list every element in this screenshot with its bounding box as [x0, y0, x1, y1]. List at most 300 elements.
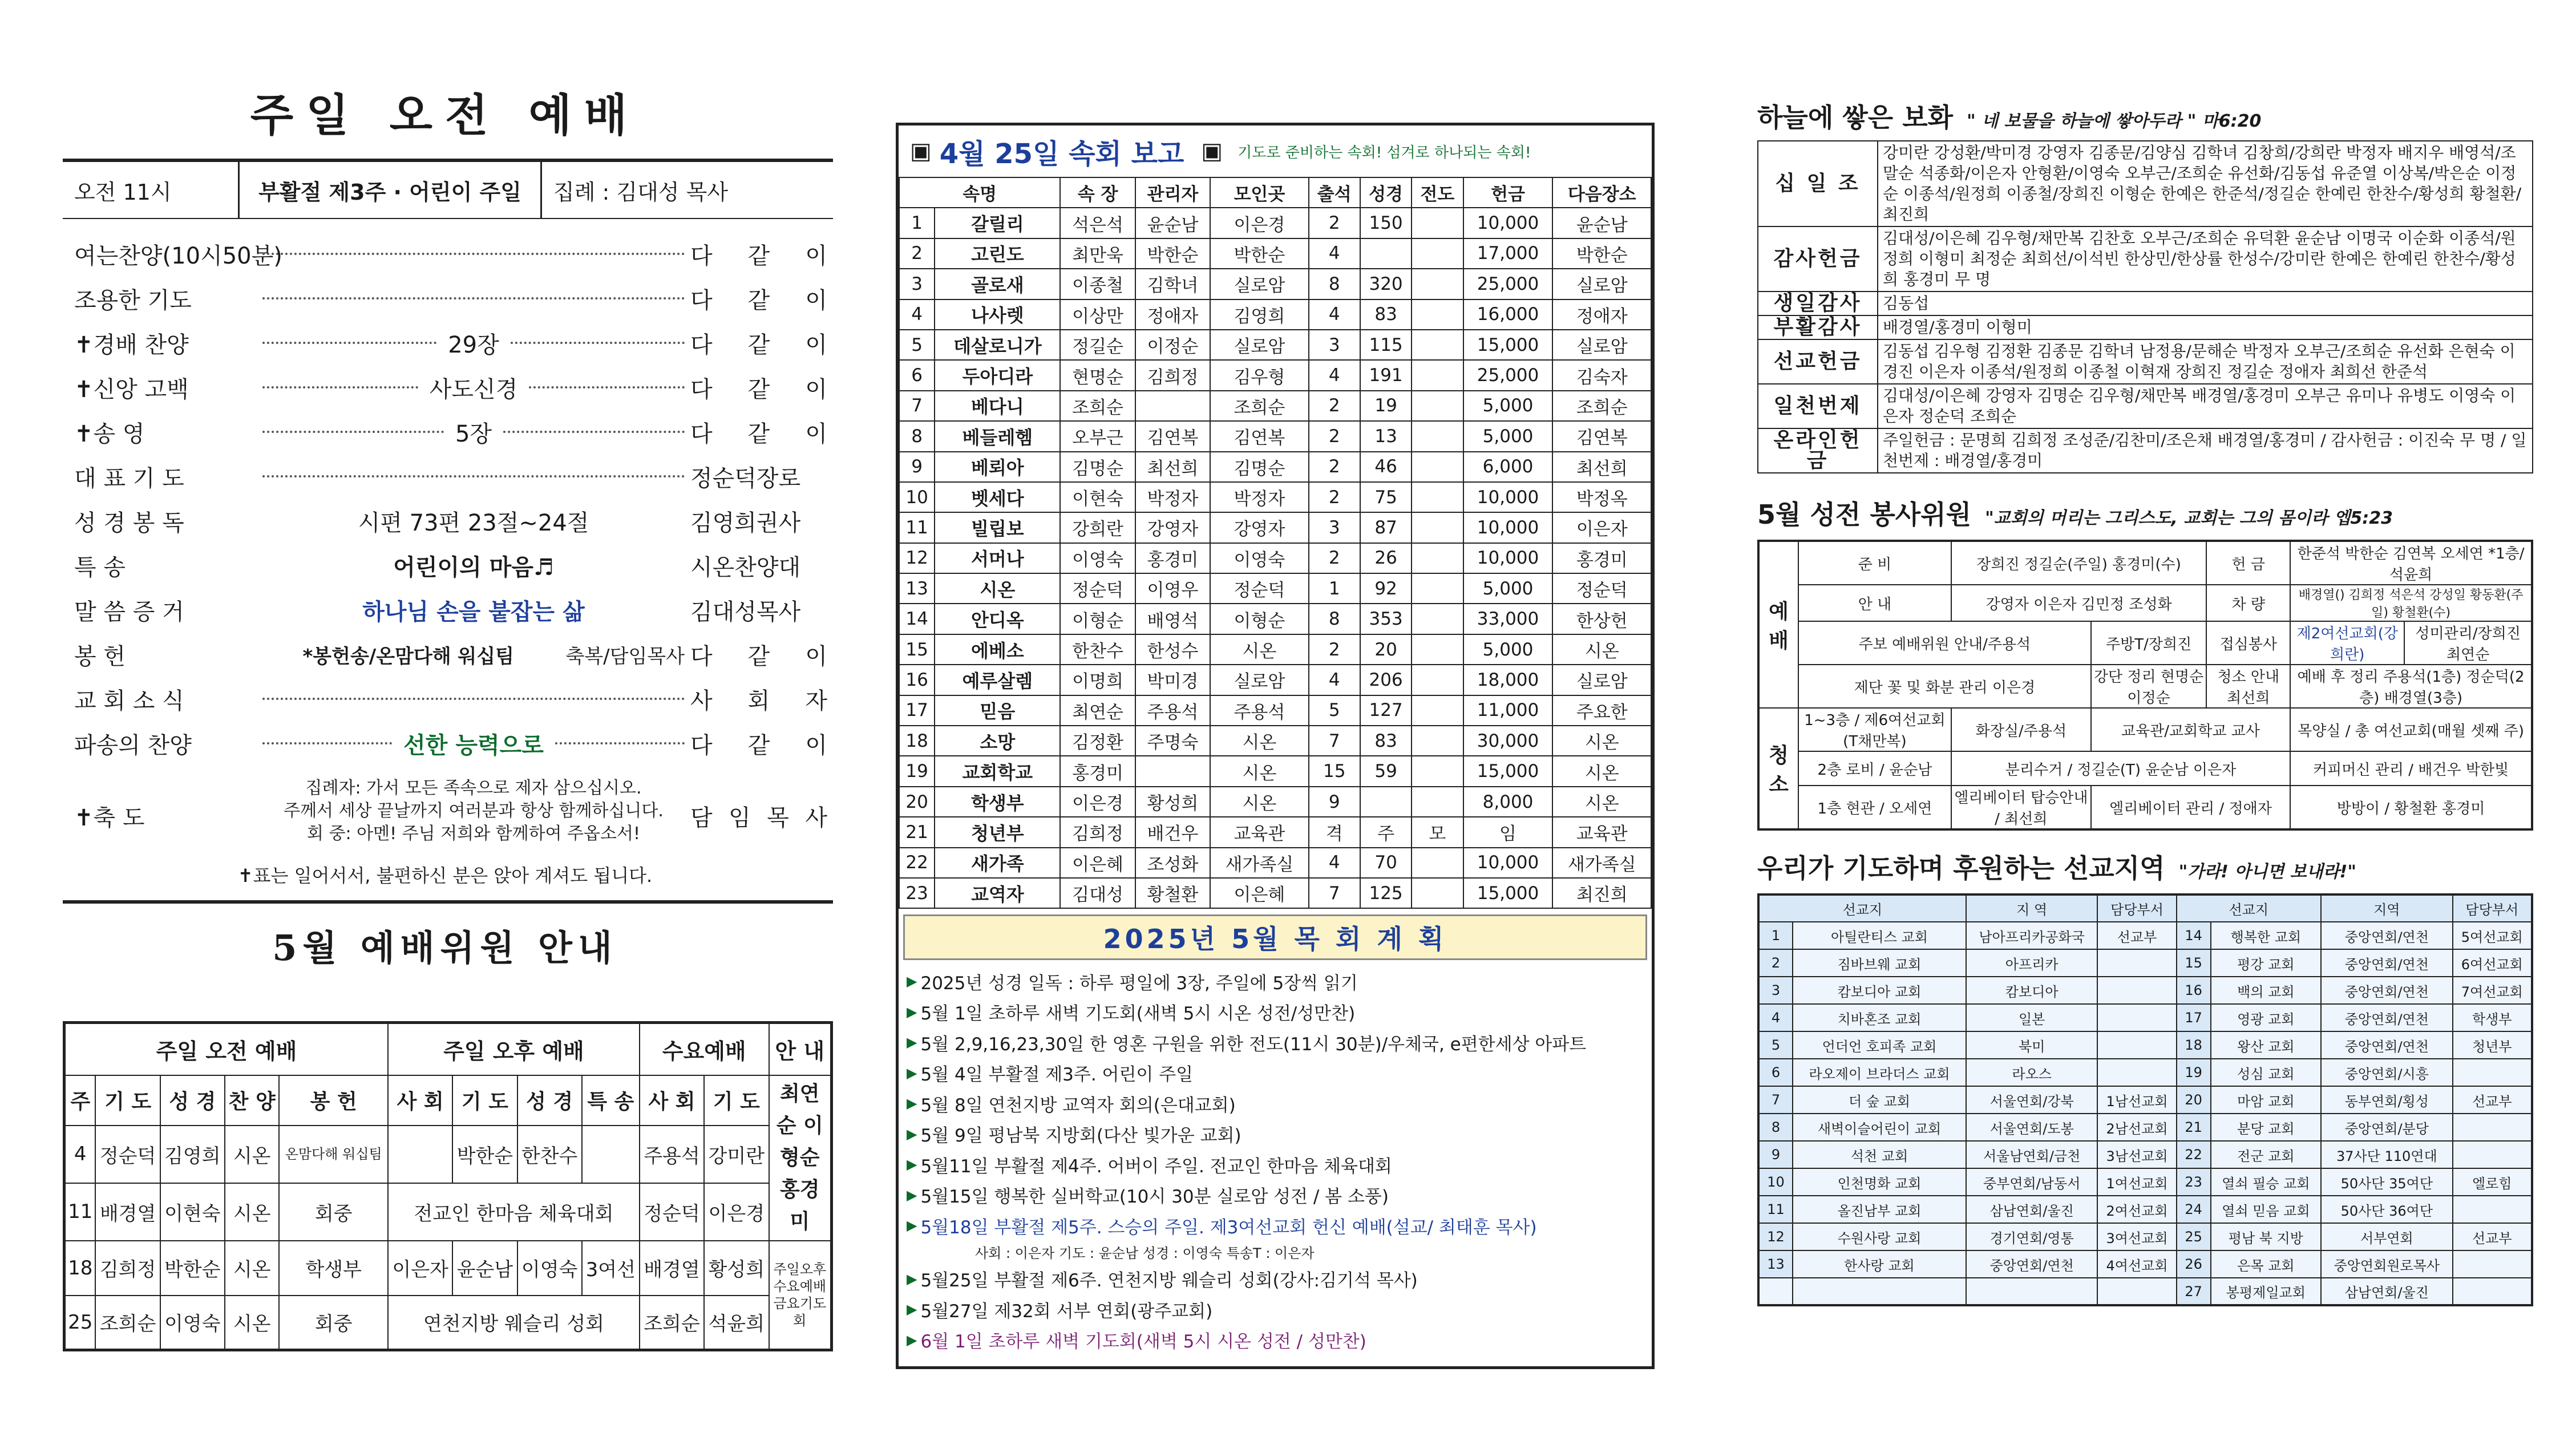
col-header: 기 도: [704, 1075, 769, 1126]
table-cell: 황성희: [704, 1241, 769, 1296]
col-header: 담당부서: [2097, 894, 2176, 922]
table-cell: 홍경미: [1060, 756, 1135, 786]
table-cell: [1412, 543, 1463, 573]
table-row: [1758, 1168, 2532, 1196]
table-cell: 열쇠 믿음 교회: [2211, 1196, 2321, 1223]
table-cell: 5,000: [1463, 573, 1553, 604]
table-cell: [1412, 878, 1463, 908]
col-header: 사 회: [388, 1075, 452, 1126]
order-role: 김영희권사: [690, 509, 801, 536]
table-cell: 15,000: [1463, 756, 1553, 786]
table-cell: [2453, 1141, 2532, 1168]
offering-panel: [1757, 0, 2533, 1441]
table-row: [1758, 226, 2533, 292]
order-item: [74, 365, 827, 410]
arrow-icon: ▶: [907, 1156, 917, 1173]
section-quote: "교회의 머리는 그리스도, 교회는 그의 몸이라 엡5:23: [1985, 508, 2393, 528]
col-header: 담당부서: [2453, 894, 2532, 922]
table-cell: 6: [899, 360, 935, 390]
table-cell: 115: [1360, 330, 1412, 360]
order-role: 정순덕장로: [690, 465, 801, 492]
table-cell: 조희순: [1552, 391, 1651, 421]
arrow-icon: ▶: [907, 1301, 917, 1318]
table-cell: 정애자: [1552, 299, 1651, 330]
number-cell: 23: [2177, 1168, 2211, 1196]
table-cell: [2097, 949, 2176, 977]
number-cell: 10: [1758, 1168, 1793, 1196]
table-cell: 21: [899, 817, 935, 847]
table-cell: 라오스: [1966, 1059, 2098, 1086]
table-cell: 임: [1463, 817, 1553, 847]
table-cell: 분당 교회: [2211, 1114, 2321, 1141]
plan-title: 2025년 5월 목 회 계 획: [903, 914, 1647, 960]
table-cell: 75: [1360, 482, 1412, 512]
table-cell: 1~3층 / 제6여선교회(T채만복): [1798, 708, 1951, 751]
table-cell: 전군 교회: [2211, 1141, 2321, 1168]
order-role: 시온찬양대: [690, 554, 801, 581]
table-cell: 2: [1309, 452, 1360, 482]
table-row: [899, 787, 1651, 817]
section-title: 하늘에 쌓은 보화: [1757, 102, 1954, 133]
table-cell: 격: [1309, 817, 1360, 847]
col-header: 특 송: [582, 1075, 640, 1126]
table-cell: 11: [899, 512, 935, 543]
table-cell: 주용석: [1210, 695, 1308, 726]
table-row: [899, 482, 1651, 512]
table-cell: 한사랑 교회: [1793, 1250, 1966, 1278]
order-role: 다 같 이: [690, 242, 827, 269]
table-cell: 정순덕: [1552, 573, 1651, 604]
table-cell: 커피머신 관리 / 배건우 박한빛: [2290, 751, 2532, 786]
offering-type: 온라인헌금: [1758, 428, 1878, 473]
table-cell: 김학녀: [1135, 269, 1210, 299]
table-cell: [2097, 977, 2176, 1004]
number-cell: 7: [1758, 1086, 1793, 1114]
table-cell: 라오제이 브라더스 교회: [1793, 1059, 1966, 1086]
table-row: [899, 878, 1651, 908]
number-cell: 9: [1758, 1141, 1793, 1168]
table-cell: 이현숙: [160, 1183, 225, 1241]
arrow-icon: ▶: [907, 1187, 917, 1203]
table-cell: 선교부: [2453, 1223, 2532, 1250]
col-header: 지 역: [1966, 894, 2098, 922]
group-header: 주일 오후 예배: [388, 1023, 640, 1075]
plan-item: [907, 1264, 1644, 1294]
table-cell: 주방T/장희진: [2091, 621, 2207, 665]
table-cell: 서울남연회/금천: [1966, 1141, 2098, 1168]
table-row: [899, 756, 1651, 786]
table-row: [64, 1183, 832, 1241]
arrow-icon: ▶: [907, 1270, 917, 1287]
table-row: [1758, 384, 2533, 428]
table-cell: 10: [899, 482, 935, 512]
plan-text: 6월 1일 초하루 새벽 기도회(새벽 5시 시온 성전 / 성만찬): [920, 1331, 1366, 1353]
table-cell: 8: [1309, 269, 1360, 299]
table-cell: 박미경: [1135, 665, 1210, 695]
table-cell: 강미란: [704, 1126, 769, 1183]
table-cell: 10,000: [1463, 208, 1553, 238]
ministry-plan: [899, 960, 1652, 1366]
table-cell: 이은자: [1552, 512, 1651, 543]
order-name: ✝신앙 고백: [74, 376, 189, 403]
table-cell: 정순덕: [640, 1183, 704, 1241]
order-content: 시편 73편 23절~24절: [358, 509, 589, 536]
week-cell: 11: [64, 1183, 96, 1241]
table-cell: [2097, 1278, 2176, 1305]
offering-type: 생일감사: [1758, 292, 1878, 315]
table-cell: 봉평제일교회: [2211, 1278, 2321, 1305]
table-cell: 예배 후 정리 주용석(1층) 정순덕(2층) 배경열(3층): [2290, 665, 2532, 708]
table-cell: 북미: [1966, 1031, 2098, 1059]
table-cell: 백의 교회: [2211, 977, 2321, 1004]
table-cell: 박정자: [1210, 482, 1308, 512]
table-cell: 8,000: [1463, 787, 1553, 817]
plan-text: 5월 8일 연천지방 교역자 회의(은대교회): [920, 1095, 1236, 1116]
group-header: 수요예배: [640, 1023, 769, 1075]
table-cell: [582, 1126, 640, 1183]
table-cell: 15: [899, 634, 935, 665]
offering-names: 김대성/이은혜 김우형/채만복 김찬호 오부근/조희순 유덕환 윤순남 이명국 이순화 이종석/원정희 이형미 최정순 최희선/이석빈 한상민/한상률 한성수/강미란 한예은 한예린 한찬수/황성희 홍경미 무 명: [1878, 226, 2533, 292]
table-cell: 2: [1309, 208, 1360, 238]
table-cell: 제단 꽃 및 화분 관리 이은경: [1798, 665, 2091, 708]
number-cell: 17: [2177, 1004, 2211, 1031]
table-row: [64, 1241, 832, 1296]
table-cell: 장희진 정길순(주일) 홍경미(수): [1951, 541, 2207, 585]
table-cell: [1412, 330, 1463, 360]
order-item: [74, 276, 827, 321]
group-name-cell: 새가족: [935, 848, 1060, 878]
plan-item: [907, 1119, 1644, 1149]
table-cell: 교육관: [1552, 817, 1651, 847]
table-row: [1758, 922, 2532, 949]
table-cell: 19: [1360, 391, 1412, 421]
table-cell: 방방이 / 황철환 홍경미: [2290, 786, 2532, 829]
table-cell: 1여선교회: [2097, 1168, 2176, 1196]
table-cell: 12: [899, 543, 935, 573]
table-cell: 실로암: [1210, 330, 1308, 360]
table-cell: 삼남연회/울진: [1966, 1196, 2098, 1223]
table-cell: 5,000: [1463, 421, 1553, 451]
table-cell: 서부연회: [2321, 1223, 2453, 1250]
number-cell: 21: [2177, 1114, 2211, 1141]
mission-table-wrap: [1757, 893, 2533, 1306]
order-item: [74, 321, 827, 365]
table-cell: [1412, 604, 1463, 634]
table-cell: 11,000: [1463, 695, 1553, 726]
table-row: [1758, 315, 2533, 339]
table-cell: 강영자 이은자 김민정 조성화: [1951, 585, 2207, 621]
table-cell: 청소 안내 최선희: [2206, 665, 2290, 708]
table-cell: 화장실/주용석: [1951, 708, 2091, 751]
table-cell: [1412, 208, 1463, 238]
table-cell: 일본: [1966, 1004, 2098, 1031]
table-row: [1758, 949, 2532, 977]
table-cell: 이형순: [1210, 604, 1308, 634]
week-cell: 4: [64, 1126, 96, 1183]
number-cell: 3: [1758, 977, 1793, 1004]
table-cell: 선교부: [2453, 1086, 2532, 1114]
guide-note: 주일오후 수요예배 금요기도회: [769, 1241, 832, 1350]
table-cell: 시온: [225, 1183, 279, 1241]
table-cell: 정순덕: [1210, 573, 1308, 604]
col-header: 기 도: [452, 1075, 517, 1126]
order-item: [74, 588, 827, 632]
table-row: [1758, 339, 2533, 384]
order-item: [74, 410, 827, 454]
standing-note: ✝표는 일어서서, 불편하신 분은 앉아 계셔도 됩니다.: [237, 865, 653, 887]
table-cell: 한찬수: [1060, 634, 1135, 665]
col-header: 사 회: [640, 1075, 704, 1126]
order-role: 다 같 이: [690, 732, 828, 759]
table-cell: [1412, 482, 1463, 512]
table-cell: 이영숙: [1060, 543, 1135, 573]
table-cell: 동부연회/횡성: [2321, 1086, 2453, 1114]
table-cell: 모: [1412, 817, 1463, 847]
table-cell: 이상만: [1060, 299, 1135, 330]
group-name-cell: 고린도: [935, 238, 1060, 269]
table-row: [1758, 1223, 2532, 1250]
offering-type: 일천번제: [1758, 384, 1878, 428]
table-cell: 더 숲 교회: [1793, 1086, 1966, 1114]
table-row: [899, 848, 1651, 878]
table-cell: 아프리카: [1966, 949, 2098, 977]
table-cell: 김영희: [1210, 299, 1308, 330]
group-name-cell: 베들레헴: [935, 421, 1060, 451]
week-cell: 25: [64, 1296, 96, 1350]
section-title: 5월 예배위원 안내: [272, 927, 618, 969]
order-role: 다 같 이: [690, 420, 827, 447]
table-cell: 주요한: [1552, 695, 1651, 726]
order-role: 다 같 이: [690, 376, 827, 403]
number-cell: 4: [1758, 1004, 1793, 1031]
table-cell: 중앙연회/연천: [1966, 1250, 2098, 1278]
table-cell: 목양실 / 총 여선교회(매월 셋째 주): [2290, 708, 2532, 751]
arrow-icon: ▶: [907, 1064, 917, 1081]
order-content: 5장: [455, 420, 492, 447]
group-name-cell: 서머나: [935, 543, 1060, 573]
table-cell: 2: [1309, 421, 1360, 451]
table-cell: [1412, 695, 1463, 726]
order-name: 여는찬양(10시50분): [74, 242, 282, 269]
table-cell: 한찬수: [517, 1126, 582, 1183]
order-item: [74, 454, 827, 499]
table-cell: [1966, 1278, 2098, 1305]
table-cell: 이명희: [1060, 665, 1135, 695]
table-cell: 87: [1360, 512, 1412, 543]
table-cell: 강희란: [1060, 512, 1135, 543]
table-cell: 시온: [1552, 726, 1651, 756]
order-name: 성 경 봉 독: [74, 509, 184, 536]
col-header: 속명: [899, 177, 1060, 208]
table-cell: [1412, 665, 1463, 695]
table-cell: 10,000: [1463, 512, 1553, 543]
service-header: [63, 162, 833, 219]
table-cell: [1412, 391, 1463, 421]
section-title: 우리가 기도하며 후원하는 선교지역: [1757, 853, 2165, 884]
giving-header: [1757, 97, 2533, 135]
table-cell: 이영숙: [1210, 543, 1308, 573]
group-name-cell: 믿음: [935, 695, 1060, 726]
table-cell: 회중: [279, 1296, 388, 1350]
table-cell: 실로암: [1552, 665, 1651, 695]
group-name-cell: 갈릴리: [935, 208, 1060, 238]
table-cell: 김영희: [160, 1126, 225, 1183]
table-cell: 4: [1309, 665, 1360, 695]
table-cell: 조성화: [1135, 848, 1210, 878]
col-header: 봉 헌: [279, 1075, 388, 1126]
group-name-cell: 베다니: [935, 391, 1060, 421]
col-header: 지역: [2321, 894, 2453, 922]
table-cell: 행복한 교회: [2211, 922, 2321, 949]
table-cell: 새가족실: [1210, 848, 1308, 878]
table-cell: 배경열() 김희정 석은석 강성일 황동환(주일) 황철환(수): [2290, 585, 2532, 621]
order-item: [74, 632, 827, 677]
table-cell: 배경열: [640, 1241, 704, 1296]
table-cell: 중앙연회/연천: [2321, 922, 2453, 949]
table-cell: 정애자: [1135, 299, 1210, 330]
col-header: 다음장소: [1552, 177, 1651, 208]
plan-text: 5월 9일 평남북 지방회(다산 빛가운 교회): [920, 1126, 1242, 1147]
table-cell: 안 내: [1798, 585, 1951, 621]
table-cell: 김연복: [1552, 421, 1651, 451]
plan-text: 5월 1일 초하루 새벽 기도회(새벽 5시 시온 성전/성만찬): [920, 1003, 1356, 1025]
table-cell: 2: [1309, 391, 1360, 421]
table-cell: 실로암: [1210, 269, 1308, 299]
order-role: 다 같 이: [690, 643, 827, 670]
table-cell: 회중: [279, 1183, 388, 1241]
table-cell: 주용석: [1135, 695, 1210, 726]
section-quote: " 네 보물을 하늘에 쌓아두라 " 마6:20: [1967, 111, 2262, 131]
table-cell: 2여선교회: [2097, 1196, 2176, 1223]
table-cell: [2097, 1031, 2176, 1059]
group-name-cell: 소망: [935, 726, 1060, 756]
table-cell: [1412, 238, 1463, 269]
group-name-cell: 교회학교: [935, 756, 1060, 786]
table-cell: 이형순: [1060, 604, 1135, 634]
table-cell: 18: [899, 726, 935, 756]
number-cell: 15: [2177, 949, 2211, 977]
table-row: [1758, 1031, 2532, 1059]
number-cell: 12: [1758, 1223, 1793, 1250]
table-cell: 1: [1309, 573, 1360, 604]
arrow-icon: ▶: [907, 1034, 917, 1051]
number-cell: 24: [2177, 1196, 2211, 1223]
table-cell: 주보 예배위원 안내/주용석: [1798, 621, 2091, 665]
number-cell: 16: [2177, 977, 2211, 1004]
order-content: 사도신경: [429, 376, 518, 403]
table-cell: 9: [1309, 787, 1360, 817]
table-cell: 왕산 교회: [2211, 1031, 2321, 1059]
table-cell: 이정순: [1135, 330, 1210, 360]
table-row: [899, 299, 1651, 330]
table-cell: 성미관리/장희진 최연순: [2404, 621, 2532, 665]
order-content: 29장: [448, 331, 499, 358]
order-role: 김대성목사: [690, 598, 801, 625]
table-cell: 실로암: [1552, 330, 1651, 360]
table-cell: 70: [1360, 848, 1412, 878]
number-cell: 1: [1758, 922, 1793, 949]
table-cell: 한상헌: [1552, 604, 1651, 634]
table-cell: 정길순: [1060, 330, 1135, 360]
attendance-table: [899, 177, 1652, 909]
table-cell: 59: [1360, 756, 1412, 786]
table-cell: 평강 교회: [2211, 949, 2321, 977]
order-name: ✝축 도: [74, 805, 145, 831]
table-row: [64, 1126, 832, 1183]
arrow-icon: ▶: [907, 1095, 917, 1112]
table-cell: [1412, 573, 1463, 604]
table-cell: [1135, 391, 1210, 421]
order-name: 대 표 기 도: [74, 465, 184, 492]
mission-header: [1757, 848, 2533, 885]
table-cell: 엘리베이터 관리 / 정애자: [2091, 786, 2290, 829]
table-cell: 10,000: [1463, 543, 1553, 573]
table-cell: 25,000: [1463, 269, 1553, 299]
table-cell: 박한순: [1135, 238, 1210, 269]
table-cell: 125: [1360, 878, 1412, 908]
table-cell: [1412, 634, 1463, 665]
table-cell: 이영숙: [160, 1296, 225, 1350]
arrow-icon: ▶: [907, 1331, 917, 1348]
table-cell: 10,000: [1463, 482, 1553, 512]
table-row: [899, 573, 1651, 604]
table-cell: 3: [1309, 330, 1360, 360]
table-cell: 15,000: [1463, 330, 1553, 360]
table-cell: [1412, 756, 1463, 786]
plan-item: [907, 1088, 1644, 1119]
table-cell: 1층 현관 / 오세연: [1798, 786, 1951, 829]
sermon-title: 하나님 손을 붙잡는 삶: [362, 598, 585, 625]
col-header: 선교지: [2177, 894, 2321, 922]
offering-names: 김동섭 김우형 김정환 김종문 김학녀 남정용/문해순 박정자 오부근/조희순 유선화 은현숙 이경진 이은자 이종석/원정희 이종철 이혁재 장희진 정길순 정애자 최희선 한준석: [1878, 339, 2533, 384]
col-header: 헌금: [1463, 177, 1553, 208]
table-cell: 최연순: [1060, 695, 1135, 726]
table-cell: 시온: [1210, 756, 1308, 786]
table-cell: [1412, 848, 1463, 878]
plan-text: 5월27일 제32회 서부 연회(광주교회): [920, 1301, 1213, 1322]
benediction-line: 주께서 세상 끝날까지 여러분과 항상 함께하십니다.: [284, 801, 664, 821]
table-cell: 언더언 호피족 교회: [1793, 1031, 1966, 1059]
table-cell: 헌 금: [2206, 541, 2290, 585]
order-name: ✝송 영: [74, 420, 145, 447]
table-cell: 시온: [225, 1126, 279, 1183]
col-header: 모인곳: [1210, 177, 1308, 208]
table-cell: 황성희: [1135, 787, 1210, 817]
table-cell: 평남 북 지방: [2211, 1223, 2321, 1250]
table-row: [899, 665, 1651, 695]
table-row: [1758, 1250, 2532, 1278]
table-cell: 이은경: [1210, 208, 1308, 238]
table-cell: 최선희: [1135, 452, 1210, 482]
col-header: 선교지: [1758, 894, 1966, 922]
table-cell: 김연복: [1210, 421, 1308, 451]
table-cell: 아틸란티스 교회: [1793, 922, 1966, 949]
number-cell: 27: [2177, 1278, 2211, 1305]
col-header: 성경: [1360, 177, 1412, 208]
table-cell: [1135, 756, 1210, 786]
table-cell: 3여선: [582, 1241, 640, 1296]
offering-type: 십 일 조: [1758, 141, 1878, 226]
order-role: 다 같 이: [690, 331, 828, 358]
table-cell: [1412, 452, 1463, 482]
table-cell: 조희순: [640, 1296, 704, 1350]
table-cell: 배영석: [1135, 604, 1210, 634]
table-cell: 현명순: [1060, 360, 1135, 390]
table-cell: 수원사랑 교회: [1793, 1223, 1966, 1250]
table-cell: 17: [899, 695, 935, 726]
table-cell: [1360, 238, 1412, 269]
table-cell: 청년부: [2453, 1031, 2532, 1059]
